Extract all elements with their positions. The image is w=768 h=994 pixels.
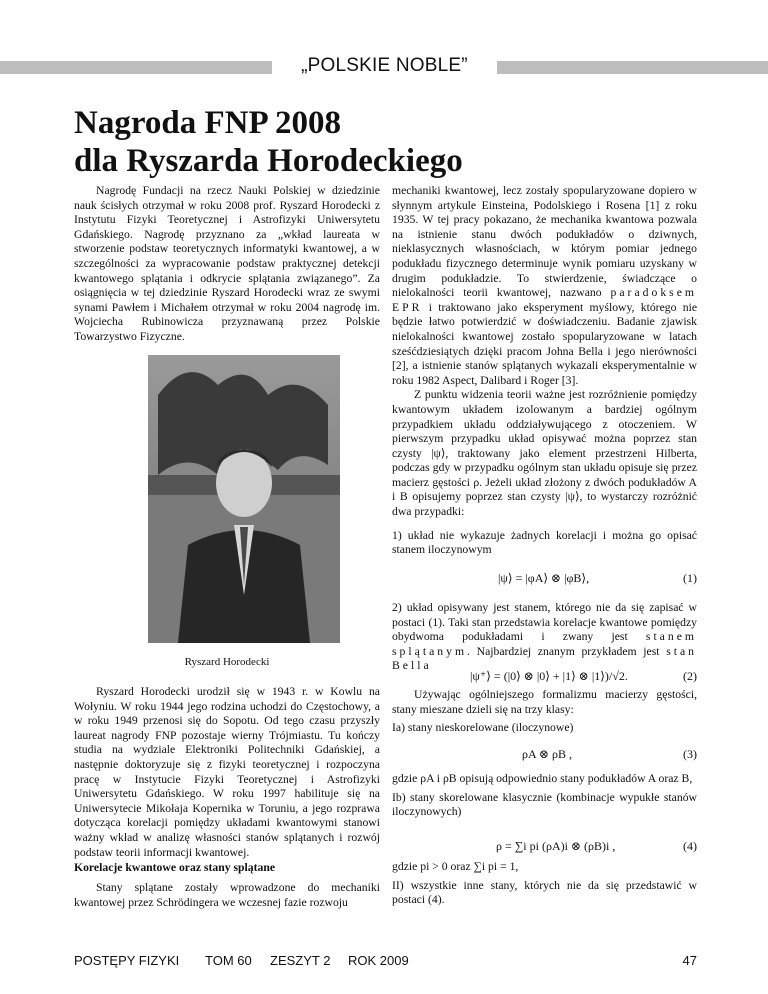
epr-text-c: i traktowano jako eksperyment myślowy, którego nie będzie łatwo potwierdzić w doświadczeniu. Badanie zjawisk nielokalności kwantowej zostało spopularyzowane w latach sześćdziesiątych dzięki pracom Johna Bella i jego nierówności [2], a istnienie stanów splątanych wykazali eksperymentalnie w roku 1982 Aspect, Dalibard i Roger [3].: [392, 300, 698, 387]
epr-text-a: mechaniki kwantowej, lecz zostały spopularyzowane dopiero w słynnym artykule Einsteina, Podolskiego i Rosena [1] z roku 1935. W tej pracy pokazano, że mechanika kwantowa pozwala na istnienie stanu dwóch podukładów o dziwnych, nieklasycznych własnościach, w którym pomiar jednego podukładu fizycznego determinuje wynik pomiaru uzyskany w drugim podukładzie. To stwierdzenie, świadczące o nielokalności teorii kwantowej, nazwano: [392, 184, 697, 300]
equation-1: |ψ⟩ = |φA⟩ ⊗ |φB⟩,: [498, 571, 590, 585]
article-title: [74, 104, 694, 180]
classes-paragraph: Używając ogólniejszego formalizmu macierzy gęstości, stany mieszane dzieli się na trzy klasy:: [392, 688, 697, 716]
class-ia: Ia) stany nieskorelowane (iloczynowe): [392, 721, 574, 735]
left-column-section-start: [74, 881, 380, 910]
epr-paradox-term: paradoksem EPR: [392, 286, 697, 314]
equation-3-number: (3): [683, 747, 697, 761]
equation-2-number: (2): [683, 669, 697, 683]
equation-4: ρ = ∑i pi (ρA)i ⊗ (ρB)i ,: [496, 839, 616, 853]
footer-issue: ZESZYT 2: [270, 953, 331, 968]
left-column-bio: [74, 685, 380, 860]
class-ia-note: gdzie ρA i ρB opisują odpowiednio stany podukładów A oraz B,: [392, 772, 693, 785]
item-2: [392, 601, 697, 674]
portrait-photo: [148, 355, 340, 643]
footer-journal: POSTĘPY FIZYKI: [74, 953, 180, 968]
header-rule-left: [0, 61, 272, 74]
footer-year: ROK 2009: [348, 953, 409, 968]
item-2-text-c: . Najbardziej znanym przykładem jest: [467, 644, 660, 658]
class-ii: II) wszystkie inne stany, których nie da się przedstawić w postaci (4).: [392, 878, 697, 907]
class-ib: Ib) stany skorelowane klasycznie (kombinacje wypukłe stanów iloczynowych): [392, 790, 697, 819]
epr-paragraph: [392, 184, 697, 388]
title-line-2: dla Ryszarda Horodeckiego: [74, 143, 463, 179]
footer-volume: TOM 60: [205, 953, 252, 968]
page-number: 47: [682, 953, 697, 968]
entangled-state-term: stanem splątanym: [392, 630, 697, 658]
class-ib-note: gdzie pi > 0 oraz ∑i pi = 1,: [392, 860, 519, 873]
equation-1-number: (1): [683, 571, 697, 585]
section-header: „POLSKIE NOBLE”: [301, 55, 468, 76]
left-column-intro: [74, 184, 380, 345]
item-2-text-a: 2) układ opisywany jest stanem, którego nie da się zapisać w postaci (1). Taki stan przedstawia korelacje kwantowe pomiędzy obydwoma podukładami i zwany jest: [392, 601, 697, 644]
section-heading: Korelacje kwantowe oraz stany splątane: [74, 861, 276, 874]
class-ii-block: [392, 860, 697, 908]
item-1: 1) układ nie wykazuje żadnych korelacji i można go opisać stanem iloczynowym: [392, 528, 697, 557]
classes-block: [392, 688, 697, 736]
class-ib-block: [392, 772, 697, 820]
title-line-1: Nagroda FNP 2008: [74, 105, 342, 141]
section-paragraph: Stany splątane zostały wprowadzone do mechaniki kwantowej przez Schrödingera we wczesnej fazie rozwoju: [74, 881, 380, 909]
bio-paragraph: Ryszard Horodecki urodził się w 1943 r. w Kowlu na Wołyniu. W roku 1944 jego rodzina uchodzi do Częstochowy, a w roku 1949 przenosi się do Sopotu. Od tego czasu przyszły laureat nagrody FNP pozostaje wierny Trójmiastu. Tu kończy studia na wydziale Elektroniki Politechniki Gdańskiej, a następnie doktoryzuje się z fizyki teoretycznej i rozpoczyna pracę w Instytucie Fizyki Teoretycznej i Astrofizyki Uniwersytetu Gdańskiego. W roku 1997 habilituje się na Uniwersytecie Mikołaja Kopernika w Toruniu, a jego rozprawa dotycząca korelacji pomiędzy układami kwantowymi stanowi ważny wkład w analizę własności stanów splątanych i rozwój podstaw teorii informacji kwantowej.: [74, 685, 380, 859]
equation-2: |ψ⁺⟩ = (|0⟩ ⊗ |0⟩ + |1⟩ ⊗ |1⟩)/√2.: [470, 669, 628, 683]
item-2-block: [392, 601, 697, 674]
right-column: [392, 184, 697, 558]
theory-paragraph: Z punktu widzenia teorii ważne jest rozróżnienie pomiędzy kwantowym układem izolowanym a bardziej ogólnym przypadkiem układu oddziaływującego z otoczeniem. W pierwszym przypadku układ opisywać można poprzez stan czysty |ψ⟩, traktowany jako element przestrzeni Hilberta, podczas gdy w przypadku ogólnym stan układu opisuje się przez macierz gęstości ρ. Jeżeli układ złożony z dwóch podukładów A i B opisujemy poprzez stan czysty |ψ⟩, to wystarczy rozróżnić dwa przypadki:: [392, 388, 697, 519]
intro-paragraph: Nagrodę Fundacji na rzecz Nauki Polskiej w dziedzinie nauk ścisłych otrzymał w roku 2008 prof. Ryszard Horodecki z Instytutu Fizyki Teoretycznej i Astrofizyki Uniwersytetu Gdańskiego. Nagrodę przyznano za „wkład laureata w stworzenie podstaw teoretycznych informatyki kwantowej, a w szczególności za wypracowanie podstaw praktycznej detekcji kwantowego splątania i odkrycie splątania związanego”. Za osiągnięcia w tej dziedzinie Ryszard Horodecki wraz ze swymi synami Pawłem i Michałem otrzymał w roku 2004 nagrodę im. Wojciecha Rubinowicza przyznawaną przez Polskie Towarzystwo Fizyczne.: [74, 184, 380, 343]
equation-4-number: (4): [683, 839, 697, 853]
header-rule-right: [497, 61, 768, 74]
bell-state-term: stan Bella: [392, 644, 698, 673]
equation-3: ρA ⊗ ρB ,: [522, 747, 573, 761]
portrait-illustration: [148, 355, 340, 643]
photo-caption: Ryszard Horodecki: [184, 656, 270, 668]
